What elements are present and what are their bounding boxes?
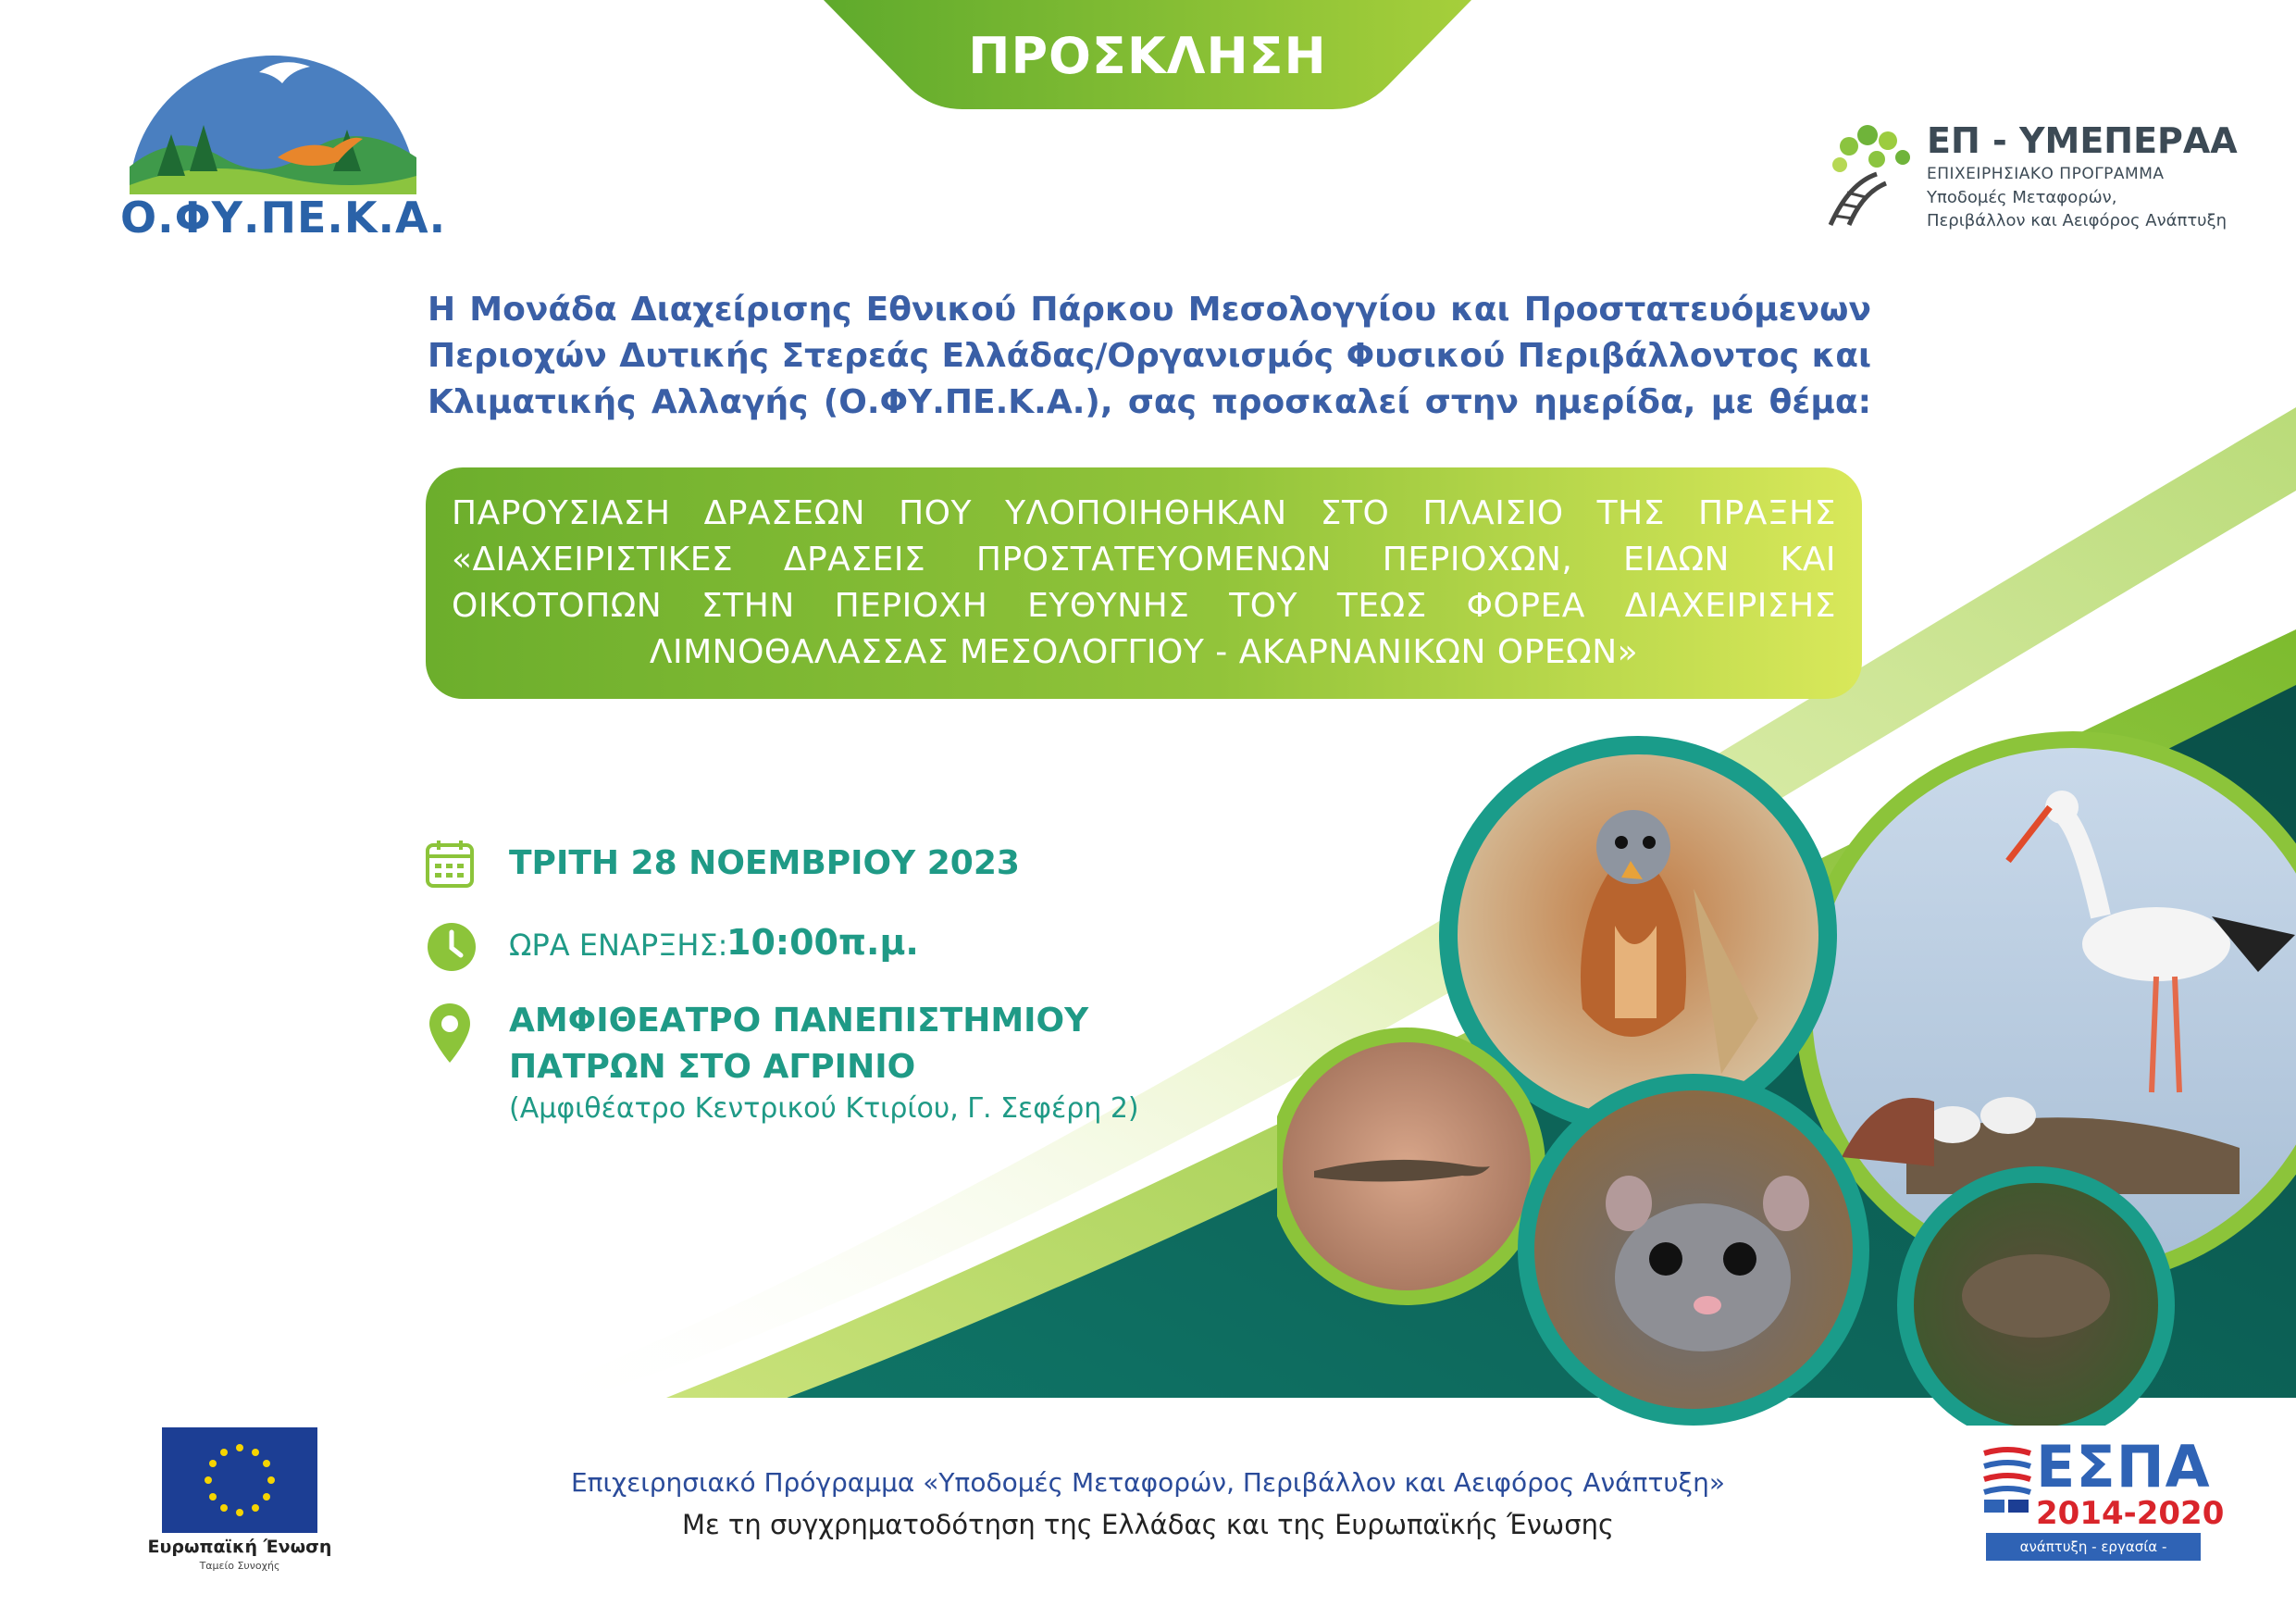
start-time-value: 10:00π.μ. bbox=[726, 922, 919, 963]
clock-icon bbox=[426, 921, 478, 973]
intro-line: Κλιματικής Αλλαγής (Ο.ΦΥ.ΠΕ.Κ.Α.), σας προσκαλεί στην ημερίδα, με θέμα: bbox=[428, 383, 1871, 421]
ep-subtitle: Περιβάλλον και Αειφόρος Ανάπτυξη bbox=[1927, 211, 2228, 230]
eu-label: Ευρωπαϊκή Ένωση bbox=[147, 1537, 332, 1557]
subject-line: ΟΙΚΟΤΟΠΩΝ ΣΤΗΝ ΠΕΡΙΟΧΗ ΕΥΘΥΝΗΣ ΤΟΥ ΤΕΩΣ ΦΟΡΕΑ ΔΙΑΧΕΙΡΙΣΗΣ bbox=[452, 587, 1836, 625]
start-time-label: ΩΡΑ ΕΝΑΡΞΗΣ: bbox=[509, 928, 728, 963]
subject-line: «ΔΙΑΧΕΙΡΙΣΤΙΚΕΣ ΔΡΑΣΕΙΣ ΠΡΟΣΤΑΤΕΥΟΜΕΝΩΝ ΠΕΡΙΟΧΩΝ, ΕΙΔΩΝ ΚΑΙ bbox=[452, 541, 1836, 579]
espa-logo-mark bbox=[1980, 1444, 2034, 1518]
page-title: ΠΡΟΣΚΛΗΣΗ bbox=[968, 26, 1327, 85]
footer-programme: Επιχειρησιακό Πρόγραμμα «Υποδομές Μεταφορών, Περιβάλλον και Αειφόρος Ανάπτυξη» bbox=[570, 1467, 1726, 1498]
footer-cofunding: Με τη συγχρηματοδότηση της Ελλάδας και της Ευρωπαϊκής Ένωσης bbox=[682, 1509, 1614, 1540]
ep-subtitle: Υποδομές Μεταφορών, bbox=[1927, 188, 2117, 207]
intro-line: Περιοχών Δυτικής Στερεάς Ελλάδας/Οργανισμός Φυσικού Περιβάλλοντος και bbox=[428, 337, 1871, 375]
intro-line: Η Μονάδα Διαχείρισης Εθνικού Πάρκου Μεσολογγίου και Προστατευόμενων bbox=[428, 291, 1871, 329]
espa-title: ΕΣΠΑ bbox=[2036, 1433, 2211, 1501]
location-pin-icon bbox=[428, 1002, 472, 1065]
intro-paragraph bbox=[428, 287, 1871, 426]
photo-collage bbox=[1277, 722, 2296, 1426]
venue-address: (Αμφιθέατρο Κεντρικού Κτιρίου, Γ. Σεφέρη 2) bbox=[509, 1092, 1139, 1125]
eu-fund-label: Ταμείο Συνοχής bbox=[199, 1560, 280, 1572]
venue-name: ΑΜΦΙΘΕΑΤΡΟ ΠΑΝΕΠΙΣΤΗΜΙΟΥ bbox=[509, 1002, 1089, 1040]
espa-slogan: ανάπτυξη - εργασία - αλληλεγγύη bbox=[1986, 1533, 2201, 1561]
subject-text bbox=[452, 491, 1836, 676]
calendar-icon bbox=[424, 838, 476, 890]
espa-years: 2014-2020 bbox=[2036, 1495, 2225, 1532]
ep-subtitle: ΕΠΙΧΕΙΡΗΣΙΑΚΟ ΠΡΟΓΡΑΜΜΑ bbox=[1927, 165, 2165, 183]
subject-line: ΠΑΡΟΥΣΙΑΣΗ ΔΡΑΣΕΩΝ ΠΟΥ ΥΛΟΠΟΙΗΘΗΚΑΝ ΣΤΟ ΠΛΑΙΣΙΟ ΤΗΣ ΠΡΑΞΗΣ bbox=[452, 494, 1836, 532]
ep-title: ΕΠ - ΥΜΕΠΕΡΑΑ bbox=[1927, 120, 2238, 161]
event-date: ΤΡΙΤΗ 28 ΝΟΕΜΒΡΙΟΥ 2023 bbox=[509, 844, 1020, 882]
ep-ymeperaa-logo bbox=[1821, 118, 1923, 230]
ofypeka-logo-text: Ο.ΦΥ.ΠΕ.Κ.Α. bbox=[120, 193, 447, 243]
subject-line: ΛΙΜΝΟΘΑΛΑΣΣΑΣ ΜΕΣΟΛΟΓΓΙΟΥ - ΑΚΑΡΝΑΝΙΚΩΝ ΟΡΕΩΝ» bbox=[649, 633, 1639, 671]
venue-name: ΠΑΤΡΩΝ ΣΤΟ ΑΓΡΙΝΙΟ bbox=[509, 1048, 916, 1086]
